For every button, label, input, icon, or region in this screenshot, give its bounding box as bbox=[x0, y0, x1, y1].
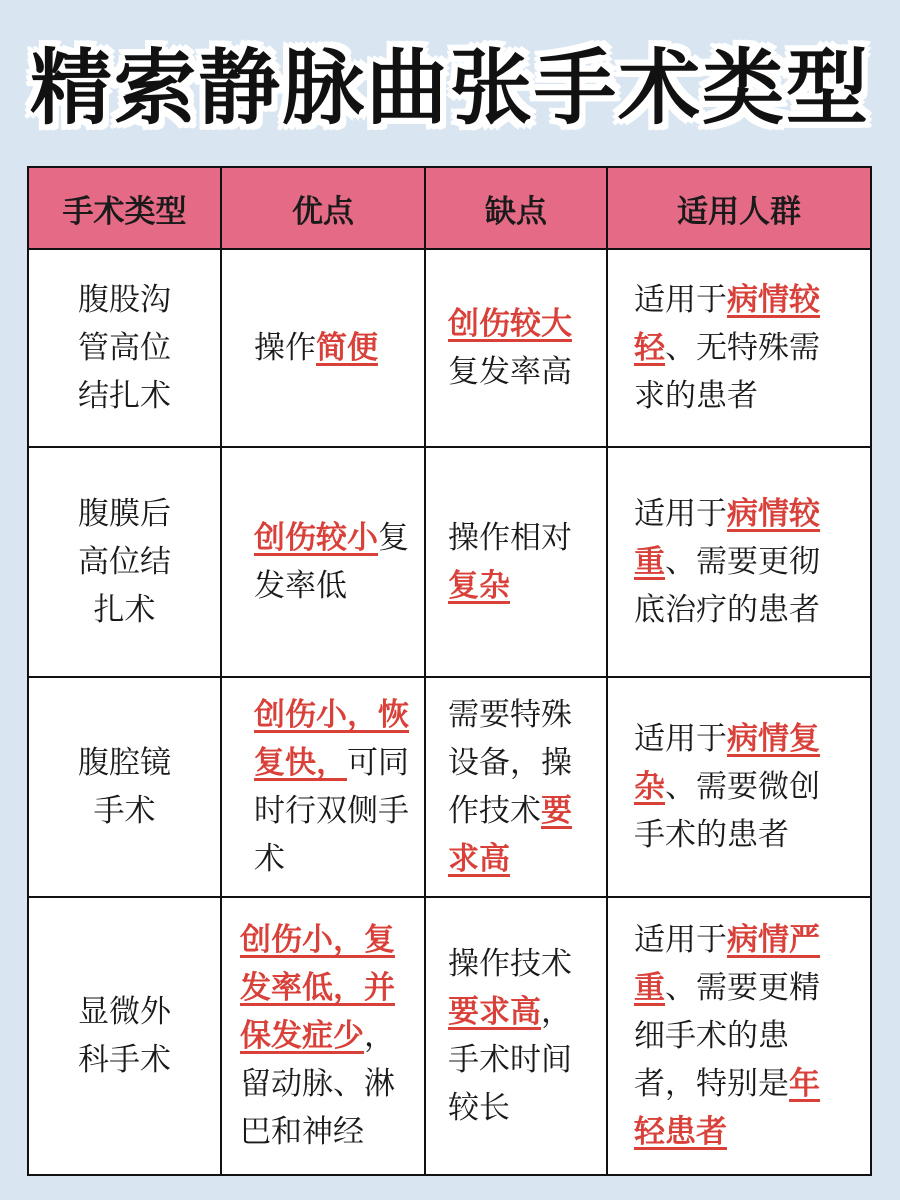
plain-text: 复发率低 bbox=[254, 520, 409, 604]
highlight-text: 创伤小，复发率低，并保发症少 bbox=[240, 922, 395, 1054]
plain-text: 操作 bbox=[254, 330, 316, 366]
highlight-text: 创伤较大 bbox=[448, 306, 572, 342]
cons-cell bbox=[425, 447, 607, 677]
plain-text: 适用于 bbox=[634, 496, 727, 532]
plain-text: ，留动脉、淋巴和神经 bbox=[240, 1018, 395, 1150]
surgery-type-cell bbox=[28, 447, 221, 677]
cons-text bbox=[426, 940, 606, 1132]
table-row bbox=[28, 447, 871, 677]
plain-text: 可同时行双侧手术 bbox=[254, 745, 409, 877]
cons-cell bbox=[425, 249, 607, 447]
plain-text: 、无特殊需求的患者 bbox=[634, 330, 820, 414]
table-row bbox=[28, 249, 871, 447]
highlight-text: 简便 bbox=[316, 330, 378, 366]
surgery-type-cell bbox=[28, 249, 221, 447]
highlight-text: 创伤小，恢复快， bbox=[254, 697, 409, 781]
pros-cell bbox=[221, 447, 425, 677]
highlight-text: 要求高 bbox=[448, 994, 541, 1030]
pros-cell bbox=[221, 677, 425, 897]
cons-text bbox=[426, 514, 606, 610]
surgery-type-label: 腹股沟管高位结扎术 bbox=[78, 282, 171, 414]
surgery-type-label: 腹腔镜手术 bbox=[78, 745, 171, 829]
plain-text: 适用于 bbox=[634, 721, 727, 757]
cons-text bbox=[426, 300, 606, 396]
plain-text: 、需要微创手术的患者 bbox=[634, 769, 820, 853]
header-who: 适用人群 bbox=[607, 167, 871, 249]
pros-text bbox=[222, 514, 424, 610]
page-title: 精索静脉曲张手术类型 bbox=[29, 41, 870, 136]
table-row bbox=[28, 677, 871, 897]
cons-text bbox=[426, 691, 606, 883]
pros-text bbox=[222, 916, 424, 1156]
who-cell bbox=[607, 677, 871, 897]
surgery-table bbox=[27, 166, 872, 1176]
highlight-text: 病情严重 bbox=[634, 922, 820, 1006]
who-text bbox=[608, 490, 870, 634]
plain-text: 操作技术 bbox=[448, 946, 572, 982]
highlight-text: 病情较重 bbox=[634, 496, 820, 580]
plain-text: ，手术时间较长 bbox=[448, 994, 572, 1126]
plain-text: 适用于 bbox=[634, 922, 727, 958]
header-cons: 缺点 bbox=[425, 167, 607, 249]
cons-cell bbox=[425, 897, 607, 1175]
plain-text: 复发率高 bbox=[448, 354, 572, 390]
highlight-text: 复杂 bbox=[448, 568, 510, 604]
highlight-text: 要求高 bbox=[448, 793, 572, 877]
header-type: 手术类型 bbox=[28, 167, 221, 249]
surgery-type-label: 显微外科手术 bbox=[78, 994, 171, 1078]
surgery-type-cell bbox=[28, 897, 221, 1175]
surgery-type-cell bbox=[28, 677, 221, 897]
who-text bbox=[608, 715, 870, 859]
header-pros: 优点 bbox=[221, 167, 425, 249]
highlight-text: 病情较轻 bbox=[634, 282, 820, 366]
cons-cell bbox=[425, 677, 607, 897]
plain-text: 适用于 bbox=[634, 282, 727, 318]
pros-text bbox=[222, 691, 424, 883]
plain-text: 需要特殊设备，操作技术 bbox=[448, 697, 572, 829]
plain-text: 操作相对 bbox=[448, 520, 572, 556]
who-cell bbox=[607, 897, 871, 1175]
who-text bbox=[608, 916, 870, 1156]
surgery-type-label: 腹膜后高位结扎术 bbox=[78, 496, 171, 628]
plain-text: 、需要更精细手术的患者，特别是 bbox=[634, 970, 820, 1102]
table-header-row bbox=[28, 167, 871, 249]
who-cell bbox=[607, 447, 871, 677]
table-row bbox=[28, 897, 871, 1175]
highlight-text: 创伤较小 bbox=[254, 520, 378, 556]
highlight-text: 年轻患者 bbox=[634, 1066, 820, 1150]
who-text bbox=[608, 276, 870, 420]
plain-text: 、需要更彻底治疗的患者 bbox=[634, 544, 820, 628]
pros-cell bbox=[221, 249, 425, 447]
highlight-text: 病情复杂 bbox=[634, 721, 820, 805]
pros-cell bbox=[221, 897, 425, 1175]
pros-text bbox=[222, 324, 424, 372]
who-cell bbox=[607, 249, 871, 447]
